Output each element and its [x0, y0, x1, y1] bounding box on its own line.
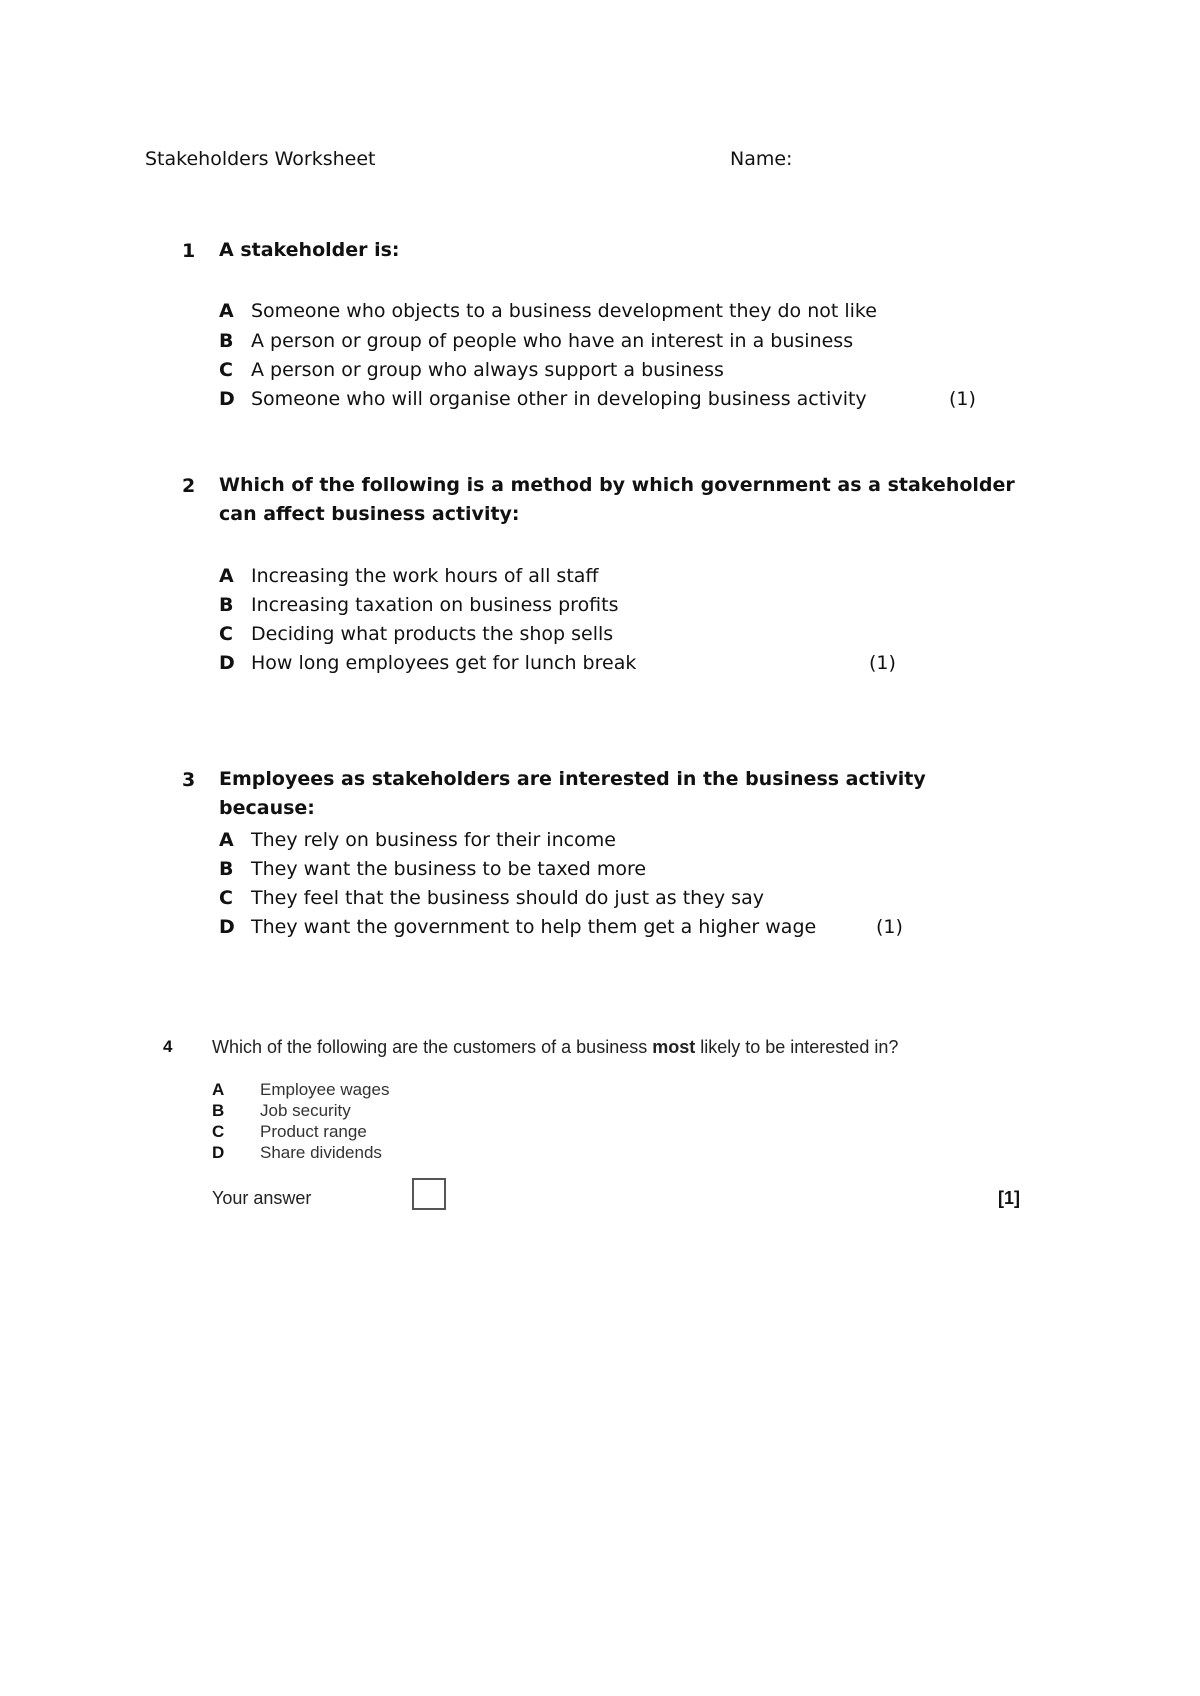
question-number: 1	[182, 240, 196, 262]
option-letter: B	[219, 858, 234, 880]
option-text: Share dividends	[260, 1143, 382, 1162]
option-text: Someone who objects to a business development they do not like	[251, 300, 877, 322]
option-text: Increasing taxation on business profits	[251, 594, 619, 616]
question-number: 3	[182, 769, 196, 791]
option-text: A person or group who always support a business	[251, 359, 724, 381]
option-text: Job security	[260, 1101, 351, 1120]
option-b[interactable]	[219, 858, 646, 880]
option-b[interactable]	[212, 1101, 351, 1121]
option-letter: D	[212, 1143, 225, 1162]
option-text: Increasing the work hours of all staff	[251, 565, 599, 587]
option-letter: D	[219, 652, 235, 674]
option-text: They feel that the business should do just as they say	[251, 887, 764, 909]
option-letter: A	[219, 300, 234, 322]
option-text: Someone who will organise other in developing business activity	[251, 388, 867, 410]
option-letter: B	[219, 594, 234, 616]
answer-label: Your answer	[212, 1188, 312, 1208]
question-mark: (1)	[876, 916, 903, 938]
option-text: Product range	[260, 1122, 367, 1141]
option-d[interactable]	[219, 388, 867, 410]
question-text-emphasis: most	[652, 1037, 696, 1057]
option-letter: C	[219, 359, 233, 381]
option-text: They rely on business for their income	[251, 829, 616, 851]
worksheet-title: Stakeholders Worksheet	[145, 148, 376, 170]
option-letter: D	[219, 388, 235, 410]
option-letter: B	[219, 330, 234, 352]
option-c[interactable]	[219, 887, 764, 909]
option-a[interactable]	[219, 300, 877, 322]
option-c[interactable]	[212, 1122, 367, 1142]
option-text: They want the government to help them get a higher wage	[251, 916, 817, 938]
question-text	[212, 1037, 898, 1058]
option-a[interactable]	[219, 829, 616, 851]
option-letter: C	[219, 623, 233, 645]
question-number: 4	[163, 1037, 173, 1056]
question-text: A stakeholder is:	[219, 239, 400, 261]
option-letter: D	[219, 916, 235, 938]
question-mark: [1]	[998, 1188, 1020, 1208]
option-text: How long employees get for lunch break	[251, 652, 637, 674]
option-letter: A	[212, 1080, 225, 1099]
question-text-end: likely to be interested in?	[695, 1037, 899, 1057]
option-text: They want the business to be taxed more	[251, 858, 647, 880]
option-letter: C	[212, 1122, 225, 1141]
option-text: A person or group of people who have an interest in a business	[251, 330, 854, 352]
option-c[interactable]	[219, 623, 613, 645]
question-text: Which of the following is a method by which government as a stakeholder can affect business activity:	[219, 474, 1015, 525]
option-letter: A	[219, 565, 234, 587]
name-label: Name:	[730, 148, 793, 170]
option-letter: B	[212, 1101, 225, 1120]
question-mark: (1)	[949, 388, 976, 410]
option-d[interactable]	[219, 916, 816, 938]
question-text: Employees as stakeholders are interested in the business activity because:	[219, 768, 926, 819]
option-d[interactable]	[219, 652, 636, 674]
option-text: Deciding what products the shop sells	[251, 623, 614, 645]
question-text-start: Which of the following are the customers of a business	[212, 1037, 653, 1057]
option-c[interactable]	[219, 359, 724, 381]
answer-input-box[interactable]	[412, 1178, 446, 1210]
option-b[interactable]	[219, 330, 853, 352]
option-text: Employee wages	[260, 1080, 390, 1099]
option-b[interactable]	[219, 594, 619, 616]
question-mark: (1)	[869, 652, 896, 674]
option-letter: C	[219, 887, 233, 909]
question-number: 2	[182, 475, 196, 497]
option-letter: A	[219, 829, 234, 851]
option-d[interactable]	[212, 1143, 382, 1163]
option-a[interactable]	[219, 565, 599, 587]
option-a[interactable]	[212, 1080, 389, 1100]
